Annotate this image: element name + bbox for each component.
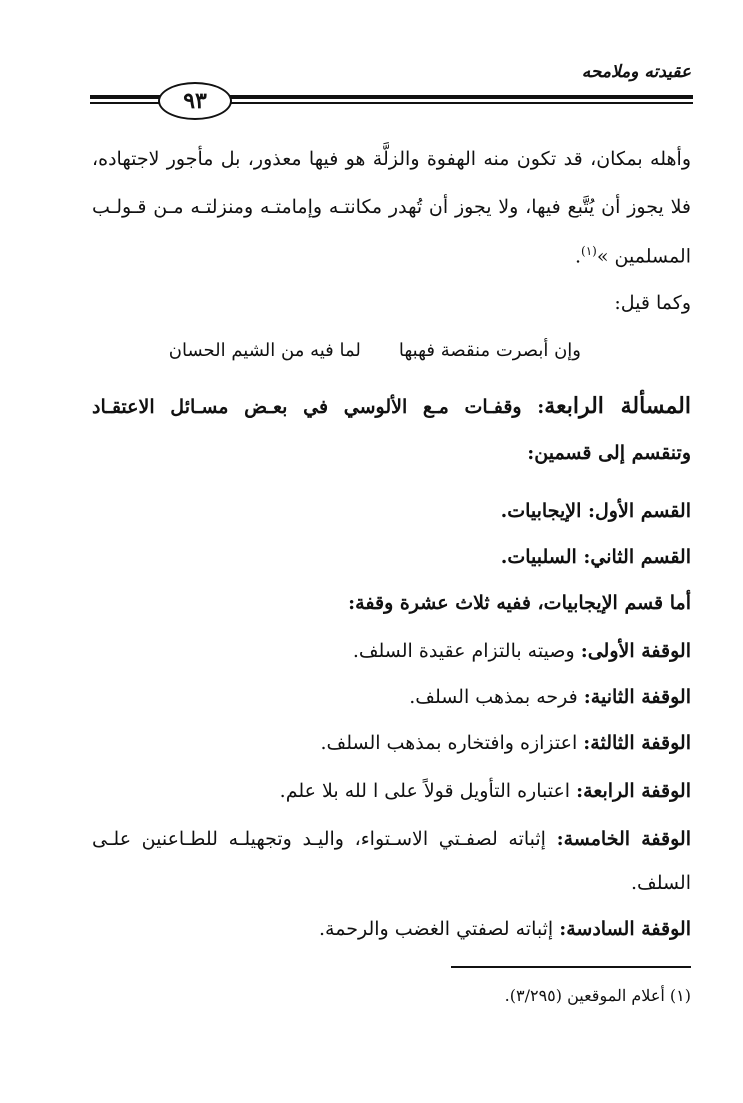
- body-line-1: وأهله بمكان، قد تكون منه الهفوة والزلَّة هو فيها معذور، بل مأجور لاجتهاده،: [92, 148, 691, 170]
- stop-3: [321, 732, 692, 754]
- stop-5-lead: الوقفة الخامسة:: [556, 828, 691, 850]
- stop-2: [409, 686, 691, 708]
- stop-2-text: فرحه بمذهب السلف.: [409, 686, 584, 708]
- stop-5-continuation: [631, 872, 691, 894]
- body-line-2: فلا يجوز أن يُتَّبع فيها، ولا يجوز أن تُهدر مكانتـه وإمامتـه ومنزلتـه مـن قـولـب: [92, 196, 691, 218]
- stop-6-lead: الوقفة السادسة:: [559, 918, 691, 940]
- stop-1-lead: الوقفة الأولى:: [580, 640, 691, 662]
- stop-1: [353, 640, 691, 662]
- stop-6-text: إثباته لصفتي الغضب والرحمة.: [319, 918, 560, 940]
- stop-4-text: اعتباره التأويل قولاً على ا لله بلا علم.: [279, 780, 577, 802]
- stop-5-text: إثباته لصفـتي الاسـتواء، واليـد وتجهيلـه للطـاعنين علـى: [92, 828, 557, 850]
- verse-hemistich-2: لما فيه من الشيم الحسان: [168, 340, 361, 361]
- stop-3-text: اعتزازه وافتخاره بمذهب السلف.: [320, 732, 584, 754]
- poetry-verse: [169, 340, 581, 361]
- stop-5: [92, 828, 691, 850]
- footnote-ref: (١): [581, 244, 597, 258]
- footnote-1: (١) أعلام الموقعين (٣/٢٩٥).: [504, 986, 691, 1005]
- section-title-rest: : وقفـات مـع الألوسي في بعـض مسـائل الاعتقـاد: [92, 396, 545, 418]
- stop-1-text: وصيته بالتزام عقيدة السلف.: [352, 640, 581, 662]
- section-title-lead: المسألة الرابعة: [544, 393, 691, 419]
- section-intro: وتنقسم إلى قسمين:: [527, 442, 691, 464]
- body-line-3-text: المسلمين »: [596, 245, 691, 268]
- body-line-3: [575, 244, 691, 267]
- part-2: القسم الثاني: السلبيات.: [500, 546, 691, 568]
- body-line-3-end: .: [574, 245, 582, 268]
- stop-5-cont-text: السلف.: [630, 872, 691, 894]
- verse-hemistich-1: وإن أبصرت منقصة فهبها: [398, 340, 581, 361]
- running-title: عقيدته وملامحه: [581, 62, 691, 82]
- positives-intro: أما قسم الإيجابيات، ففيه ثلاث عشرة وقفة:: [348, 592, 691, 614]
- part-1: القسم الأول: الإيجابيات.: [500, 500, 691, 522]
- page-number: ٩٣: [158, 82, 232, 120]
- as-said-line: وكما قيل:: [614, 292, 691, 314]
- footnote-separator: [451, 966, 691, 968]
- section-title: [92, 393, 691, 419]
- stop-3-lead: الوقفة الثالثة:: [583, 732, 691, 754]
- stop-6: [319, 918, 691, 940]
- stop-2-lead: الوقفة الثانية:: [583, 686, 691, 708]
- stop-4-lead: الوقفة الرابعة:: [576, 780, 691, 802]
- stop-4: [280, 780, 691, 802]
